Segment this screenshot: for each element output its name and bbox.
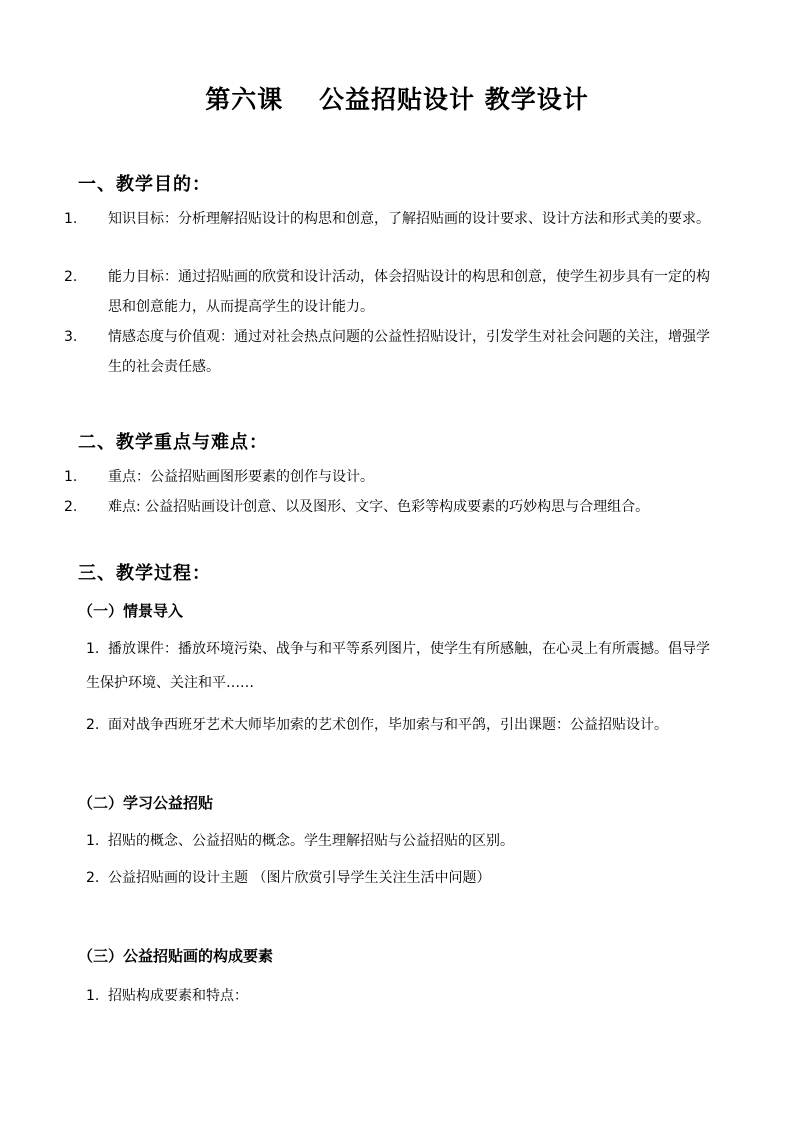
list-item bbox=[86, 632, 722, 700]
section-heading-process: 三、教学过程： bbox=[78, 563, 211, 584]
list-text: 知识目标：分析理解招贴设计的构思和创意，了解招贴画的设计要求、设计方法和形式美的要求。 bbox=[108, 211, 710, 227]
list-text: 招贴构成要素和特点： bbox=[108, 988, 248, 1004]
subsection-heading-elements: （三）公益招贴画的构成要素 bbox=[78, 947, 274, 965]
section-heading-key-points: 二、教学重点与难点： bbox=[78, 432, 268, 453]
list-text: 重点：公益招贴画图形要素的创作与设计。 bbox=[108, 469, 374, 485]
subsection-heading-intro: （一）情景导入 bbox=[78, 602, 184, 620]
list-text: 难点: 公益招贴画设计创意、以及图形、文字、色彩等构成要素的巧妙构思与合理组合。 bbox=[108, 499, 650, 515]
list-item bbox=[64, 492, 768, 522]
list-number: 2. bbox=[86, 717, 100, 733]
list-text: 情感态度与价值观：通过对社会热点问题的公益性招贴设计，引发学生对社会问题的关注，增强学生的社会责任感。 bbox=[108, 329, 710, 375]
list-number: 1. bbox=[86, 988, 100, 1004]
list-item bbox=[86, 863, 722, 893]
list-text: 招贴的概念、公益招贴的概念。学生理解招贴与公益招贴的区别。 bbox=[108, 833, 514, 849]
list-item bbox=[64, 462, 722, 492]
list-text: 能力目标：通过招贴画的欣赏和设计活动，体会招贴设计的构思和创意，使学生初步具有一定的构思和创意能力，从而提高学生的设计能力。 bbox=[108, 269, 710, 315]
list-number: 1. bbox=[64, 469, 78, 485]
list-item bbox=[86, 981, 722, 1011]
list-number: 3. bbox=[64, 329, 78, 345]
list-number: 2. bbox=[86, 870, 100, 886]
list-number: 2. bbox=[64, 269, 78, 285]
list-item bbox=[64, 322, 722, 382]
list-item bbox=[64, 204, 722, 234]
list-number: 2. bbox=[64, 499, 78, 515]
list-item bbox=[86, 708, 722, 742]
list-number: 1. bbox=[64, 211, 78, 227]
list-number: 1. bbox=[86, 833, 100, 849]
document-title: 第六课 公益招贴设计 教学设计 bbox=[205, 85, 589, 114]
list-text: 播放课件：播放环境污染、战争与和平等系列图片，使学生有所感触，在心灵上有所震撼。倡导学生保护环境、关注和平…… bbox=[86, 641, 710, 691]
subsection-heading-learn: （二）学习公益招贴 bbox=[78, 794, 214, 812]
list-item bbox=[86, 826, 722, 856]
list-item bbox=[64, 262, 722, 322]
list-number: 1. bbox=[86, 641, 100, 657]
list-text: 公益招贴画的设计主题 （图片欣赏引导学生关注生活中问题） bbox=[108, 870, 491, 886]
section-heading-objectives: 一、教学目的： bbox=[78, 174, 211, 195]
list-text: 面对战争西班牙艺术大师毕加索的艺术创作，毕加索与和平鸽，引出课题：公益招贴设计。 bbox=[108, 717, 668, 733]
